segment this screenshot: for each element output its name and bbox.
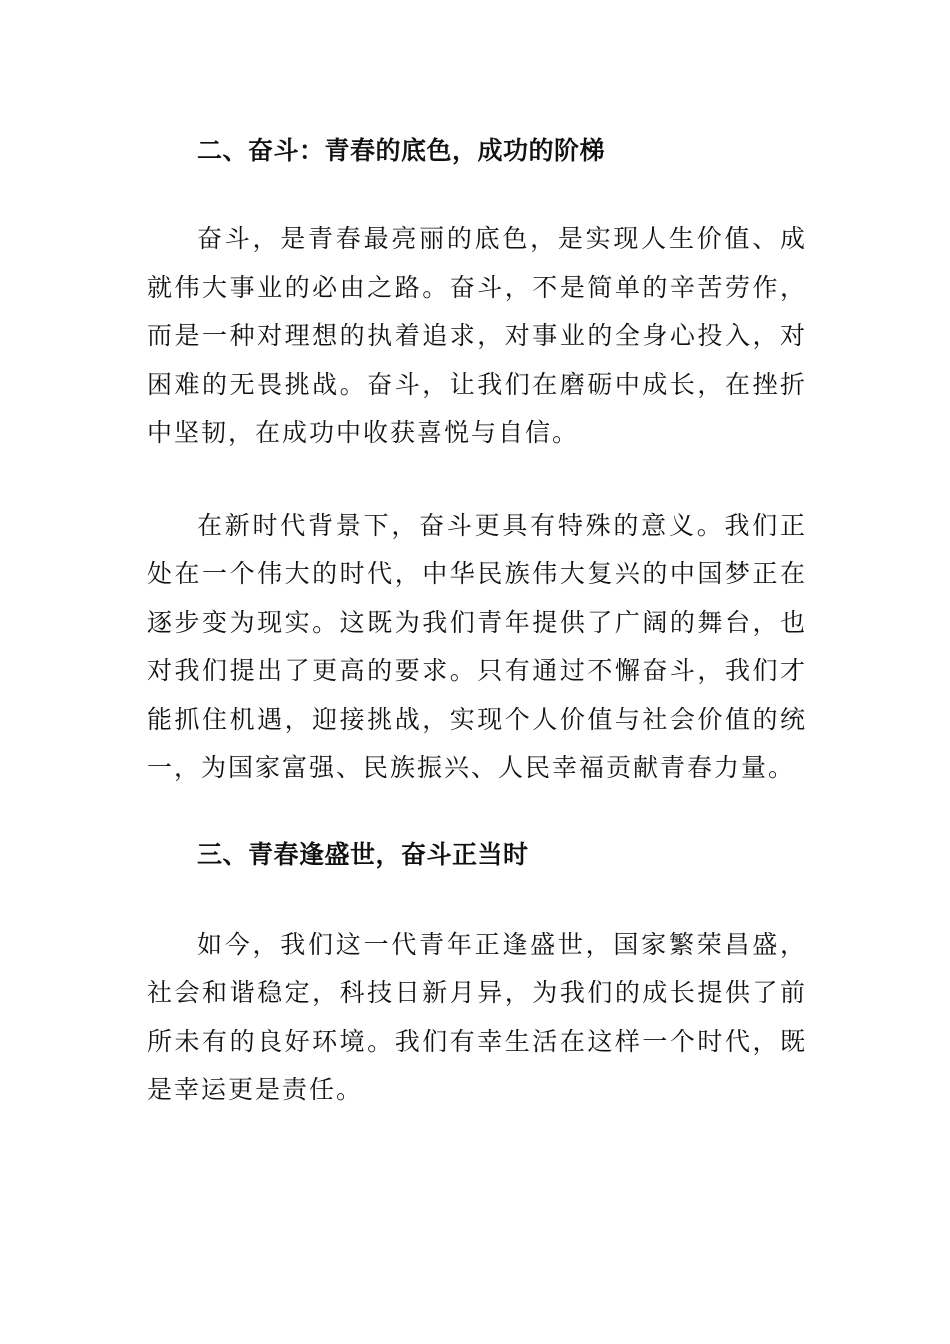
body-paragraph: 如今，我们这一代青年正逢盛世，国家繁荣昌盛，社会和谐稳定，科技日新月异，为我们的成长提供了前所未有的良好环境。我们有幸生活在这样一个时代，既是幸运更是责任。 — [147, 929, 807, 1104]
body-paragraph: 奋斗，是青春最亮丽的底色，是实现人生价值、成就伟大事业的必由之路。奋斗，不是简单的辛苦劳作，而是一种对理想的执着追求，对事业的全身心投入，对困难的无畏挑战。奋斗，让我们在磨砺中成长，在挫折中坚韧，在成功中收获喜悦与自信。 — [147, 224, 807, 447]
section-heading: 二、奋斗：青春的底色，成功的阶梯 — [197, 136, 606, 165]
document-body — [147, 127, 807, 1115]
section-heading: 三、青春逢盛世，奋斗正当时 — [197, 839, 529, 869]
body-paragraph: 在新时代背景下，奋斗更具有特殊的意义。我们正处在一个伟大的时代，中华民族伟大复兴的中国梦正在逐步变为现实。这既为我们青年提供了广阔的舞台，也对我们提出了更高的要求。只有通过不懈奋斗，我们才能抓住机遇，迎接挑战，实现个人价值与社会价值的统一，为国家富强、民族振兴、人民幸福贡献青春力量。 — [147, 510, 807, 782]
